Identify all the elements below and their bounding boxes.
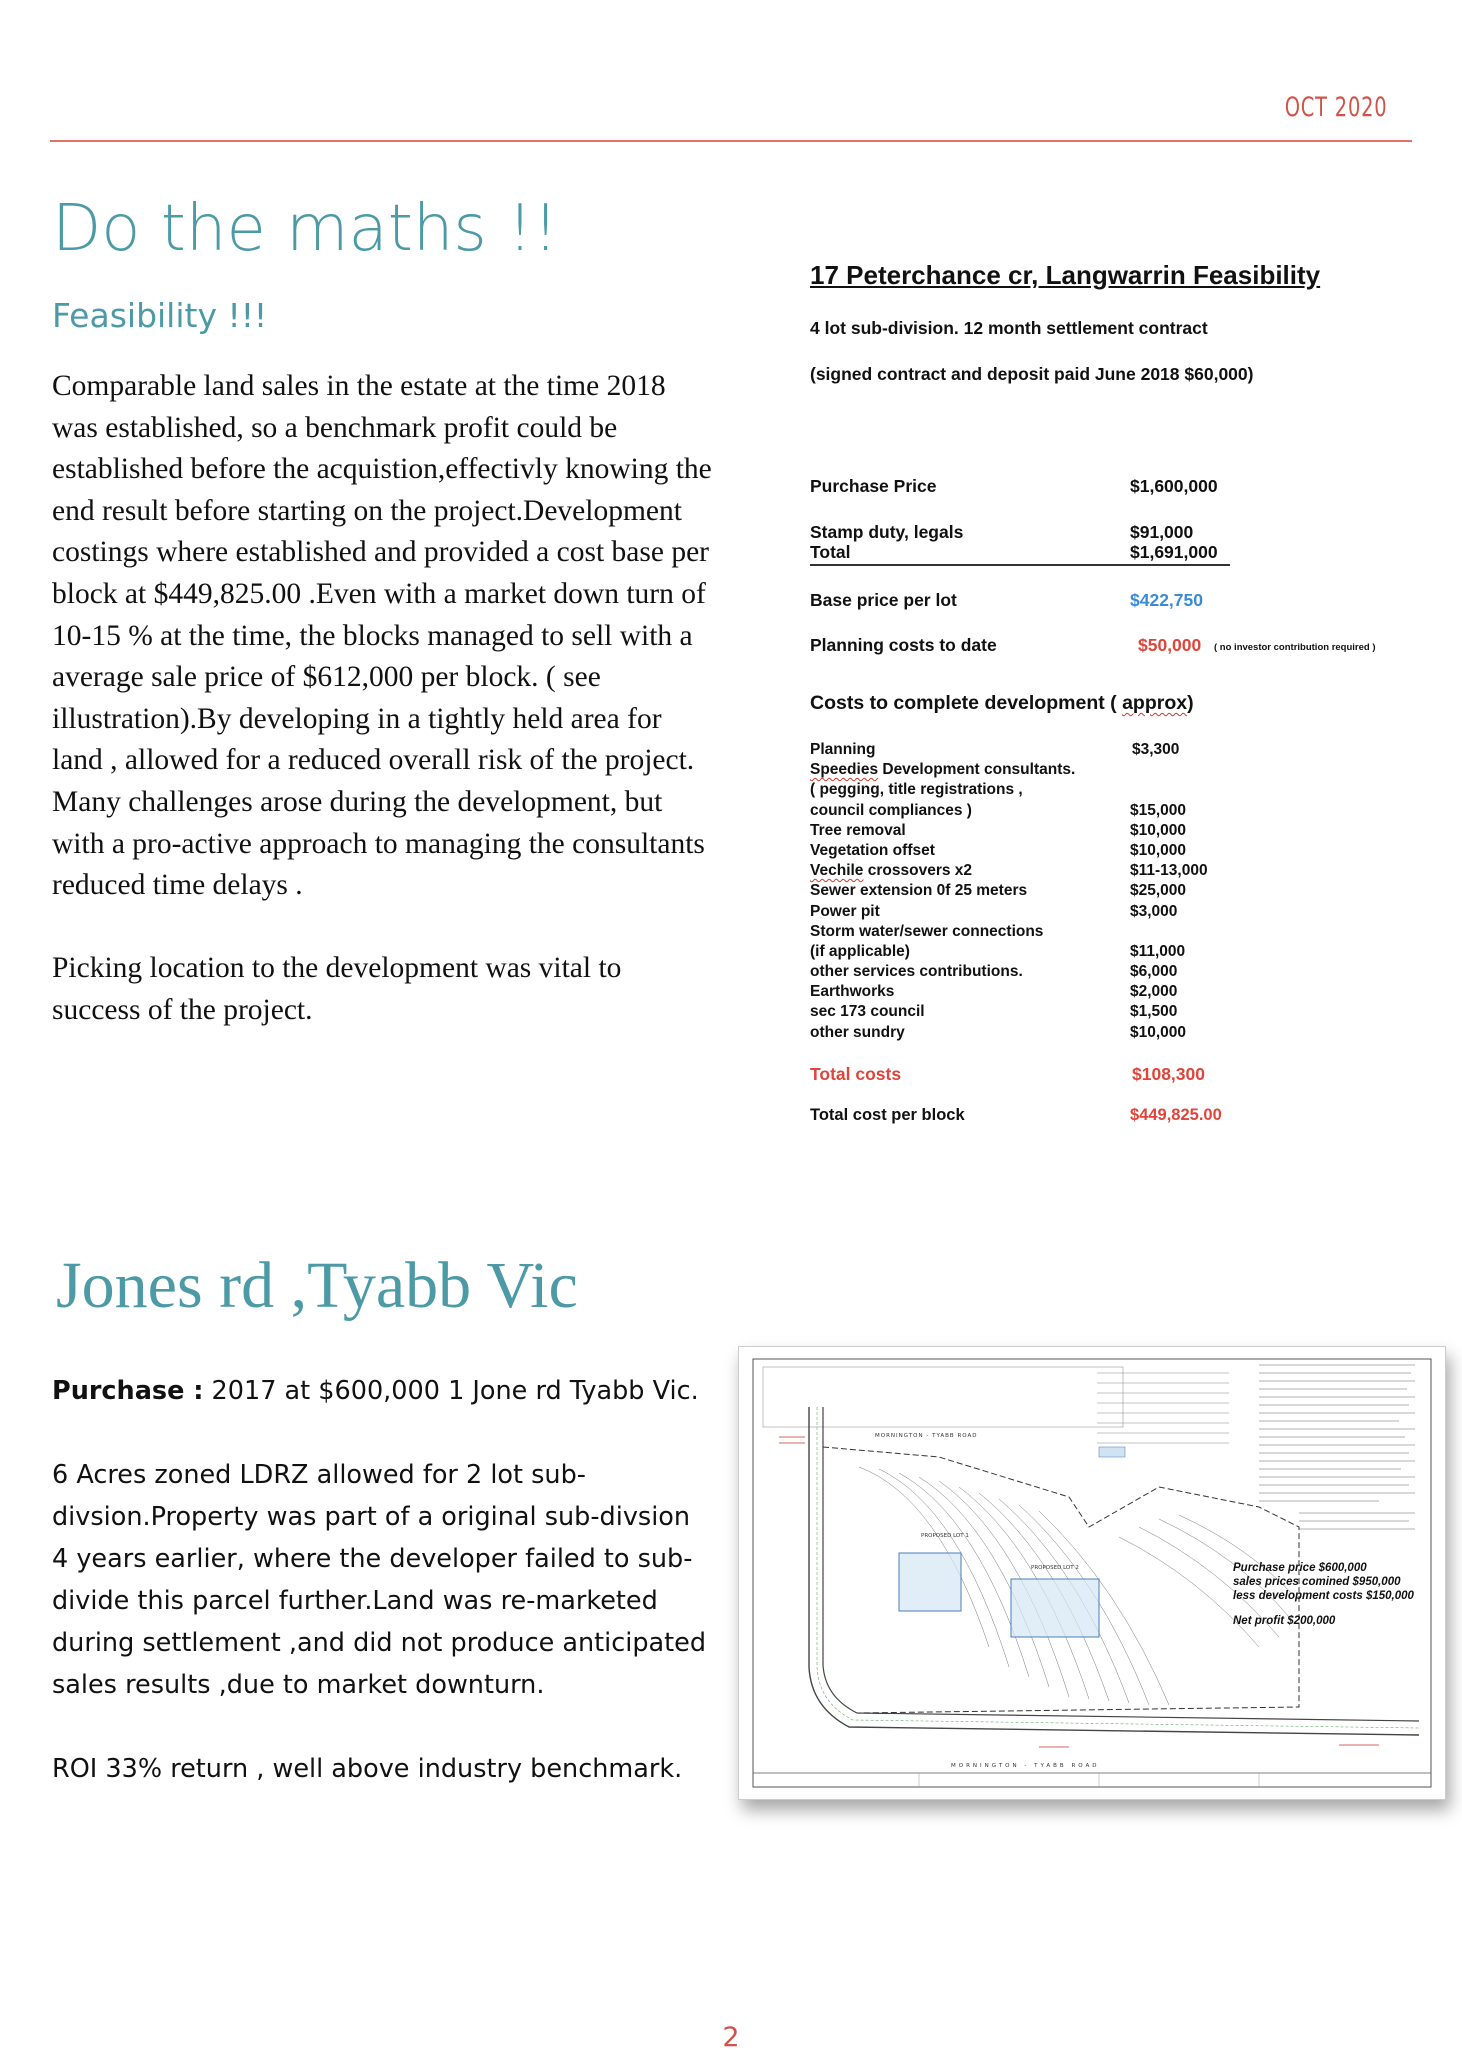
cost-item-label: council compliances ) (810, 801, 972, 819)
plan-note-sales: sales prices comined $950,000 (1233, 1576, 1401, 1588)
planning-costs-note: ( no investor contribution required ) (1214, 642, 1376, 653)
complete-costs-heading: Costs to complete development ( approx) (810, 692, 1194, 714)
cost-item-label: Tree removal (810, 821, 906, 839)
total-value: $1,691,000 (1130, 542, 1218, 562)
issue-date: OCT 2020 (1284, 92, 1387, 123)
lot-1-label: PROPOSED LOT 1 (921, 1533, 969, 1539)
purchase-price-label: Purchase Price (810, 476, 937, 496)
cost-item-label: other sundry (810, 1023, 905, 1041)
cost-per-block-label: Total cost per block (810, 1106, 965, 1124)
cost-item-row (810, 801, 1270, 821)
cost-item-label: ( pegging, title registrations , (810, 781, 1023, 799)
cost-item-value: $10,000 (1130, 1023, 1187, 1041)
cost-item-label: Vegetation offset (810, 841, 935, 859)
plan-profit-note (1233, 1561, 1414, 1603)
cost-item-row (810, 740, 1270, 760)
plan-note-net-profit: Net profit $200,000 (1233, 1615, 1336, 1627)
stamp-duty-value: $91,000 (1130, 522, 1194, 542)
cost-item-value: $15,000 (1130, 801, 1187, 819)
cost-item-value: $10,000 (1130, 821, 1187, 839)
site-plan-illustration (738, 1346, 1446, 1800)
feasibility-line-1: 4 lot sub-division. 12 month settlement contract (810, 318, 1208, 338)
cost-item-value: $10,000 (1130, 841, 1187, 859)
cost-item-value: $3,000 (1130, 902, 1178, 920)
cost-item-label: sec 173 council (810, 1003, 925, 1021)
cost-item-value: $11,000 (1130, 942, 1186, 960)
cost-item-row (810, 760, 1270, 780)
section1-body (52, 366, 712, 1073)
cost-item-row (810, 922, 1270, 942)
cost-item-row (810, 1002, 1270, 1022)
plan-note-purchase: Purchase price $600,000 (1233, 1562, 1367, 1574)
purchase-price-value: $1,600,000 (1130, 476, 1218, 496)
cost-item-value: $2,000 (1130, 983, 1178, 1001)
purchase-line: Purchase : 2017 at $600,000 1 Jone rd Tyabb Vic. (52, 1376, 699, 1406)
section-heading-jones-rd: Jones rd ,Tyabb Vic (56, 1249, 578, 1322)
cost-item-label: Storm water/sewer connections (810, 922, 1044, 940)
cost-item-value: $11-13,000 (1130, 862, 1208, 880)
section1-paragraph-1: Comparable land sales in the estate at the time 2018 was established, so a benchmark profit could be established before the acquistion,effectivly knowing the end result before starting on the project.Development costings where established and provided a cost base per block at $449,825.00 .Even with a market down turn of 10-15 % at the time, the blocks managed to sell with a average sale price of $612,000 per block. ( see illustration).By developing in a tightly held area for land , allowed for a reduced overall risk of the project. Many challenges arose during the development, but with a pro-active approach to managing the consultants reduced time delays . (52, 370, 712, 902)
cost-item-value: $1,500 (1130, 1003, 1178, 1021)
cost-items-list (810, 740, 1270, 1043)
total-costs-label: Total costs (810, 1064, 902, 1084)
cost-item-row (810, 942, 1270, 962)
section2-body (52, 1370, 712, 1832)
base-price-value: $422,750 (1130, 590, 1203, 610)
stamp-duty-label: Stamp duty, legals (810, 522, 964, 542)
planning-costs-value: $50,000 (1138, 635, 1202, 655)
cost-item-row (810, 982, 1270, 1002)
feasibility-line-2: (signed contract and deposit paid June 2018 $60,000) (810, 364, 1254, 384)
cost-item-row (810, 821, 1270, 841)
cost-item-label: Planning (810, 741, 876, 758)
cost-item-label: Earthworks (810, 983, 895, 1001)
cost-item-row (810, 881, 1270, 901)
cost-item-row (810, 962, 1270, 982)
cost-item-label: Vechile crossovers x2 (810, 862, 973, 880)
total-costs-value: $108,300 (1132, 1064, 1205, 1084)
section1-paragraph-2: Picking location to the development was vital to success of the project. (52, 952, 622, 1026)
planning-costs-label: Planning costs to date (810, 635, 997, 655)
cost-item-label: Power pit (810, 902, 880, 920)
cost-item-row (810, 780, 1270, 800)
section-subheading-feasibility: Feasibility !!! (52, 296, 268, 335)
total-label: Total (810, 542, 851, 562)
section2-paragraph-1: 6 Acres zoned LDRZ allowed for 2 lot sub-divsion.Property was part of a original sub-divsion 4 years earlier, where the developer failed to sub-divide this parcel further.Land was re-marketed during settlement ,and did not produce anticipated sales results ,due to market downturn. (52, 1460, 707, 1700)
cost-item-label: Speedies Development consultants. (810, 761, 1076, 779)
cost-item-label: Sewer extension 0f 25 meters (810, 882, 1028, 900)
cost-item-row (810, 841, 1270, 861)
cost-item-row (810, 861, 1270, 881)
cost-item-value: $3,300 (1132, 741, 1180, 758)
road-label-bottom: MORNINGTON - TYABB ROAD (951, 1763, 1100, 1769)
feasibility-title: 17 Peterchance cr, Langwarrin Feasibility (810, 260, 1321, 290)
cost-item-label: other services contributions. (810, 963, 1023, 981)
page-number: 2 (722, 2022, 740, 2053)
cost-item-value: $6,000 (1130, 963, 1178, 981)
lot-2-label: PROPOSED LOT 2 (1031, 1565, 1079, 1571)
cost-item-label: (if applicable) (810, 942, 910, 960)
cost-per-block-value: $449,825.00 (1130, 1106, 1222, 1124)
header-divider (50, 140, 1412, 142)
plan-note-dev-costs: less development costs $150,000 (1233, 1590, 1414, 1602)
cost-item-row (810, 902, 1270, 922)
base-price-label: Base price per lot (810, 590, 957, 610)
section-heading-maths: Do the maths !! (52, 192, 559, 266)
section2-paragraph-2: ROI 33% return , well above industry benchmark. (52, 1754, 683, 1784)
road-label-top: MORNINGTON - TYABB ROAD (875, 1433, 978, 1439)
total-underline (810, 564, 1230, 566)
cost-item-value: $25,000 (1130, 882, 1187, 900)
cost-item-row (810, 1023, 1270, 1043)
